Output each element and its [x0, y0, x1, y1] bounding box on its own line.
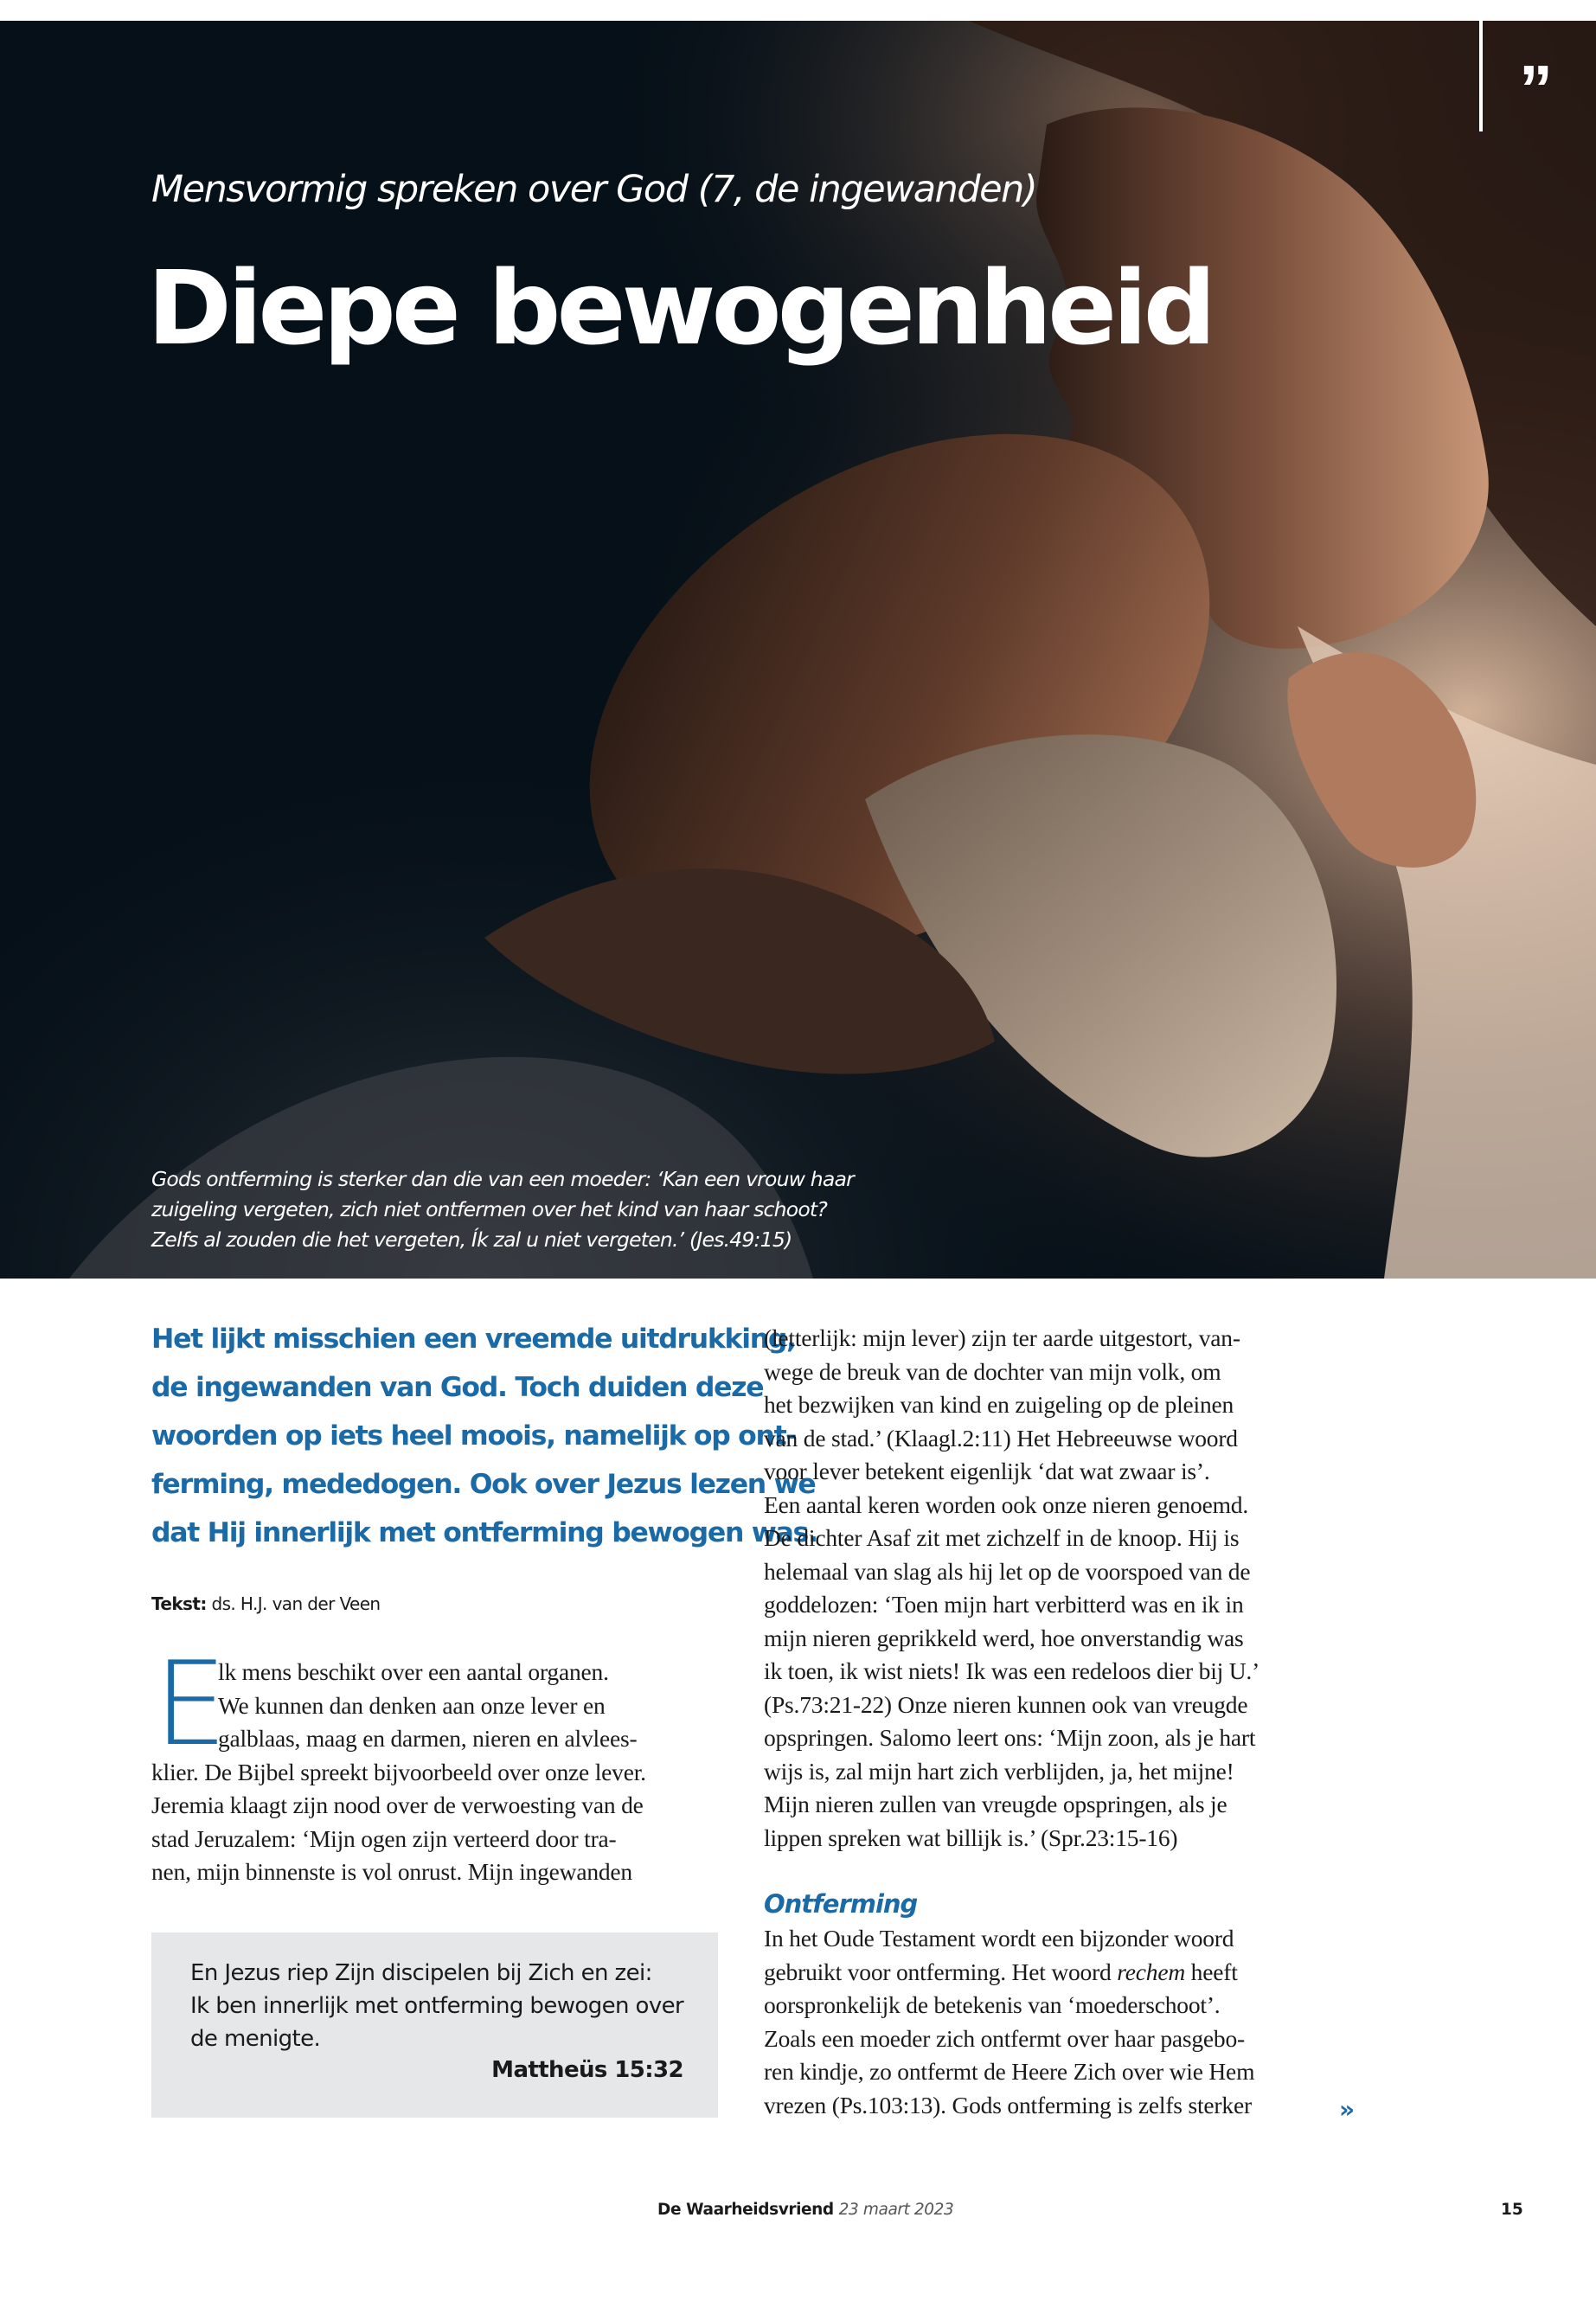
intro-paragraph [151, 1315, 817, 1557]
scripture-reference: Mattheüs 15:32 [491, 2057, 683, 2083]
quote-bar [1479, 21, 1483, 131]
hebrew-term: rechem [1117, 1958, 1185, 1985]
body-line: goddelozen: ‘Toen mijn hart verbitterd was en ik in [764, 1591, 1244, 1618]
body-line: We kunnen dan denken aan onze lever en [218, 1691, 606, 1719]
body-line: galblaas, maag en darmen, nieren en alvlees- [218, 1725, 638, 1752]
intro-line: dat Hij innerlijk met ontferming bewogen was. [151, 1517, 817, 1548]
continue-arrow-icon: » [1339, 2095, 1356, 2124]
scripture-line: Ik ben innerlijk met ontferming bewogen over [190, 1993, 684, 2019]
intro-line: woorden op iets heel moois, namelijk op ont- [151, 1420, 797, 1452]
body-text-column-2 [764, 1322, 1352, 1855]
intro-line: de ingewanden van God. Toch duiden deze [151, 1372, 764, 1403]
body-line: klier. De Bijbel spreekt bijvoorbeeld over onze lever. [151, 1758, 646, 1785]
body-line: lk mens beschikt over een aantal organen. [218, 1658, 609, 1685]
issue-date: 23 maart 2023 [838, 2201, 954, 2219]
quote-icon: ” [1519, 51, 1553, 127]
body-line: wege de breuk van de dochter van mijn volk, om [764, 1357, 1221, 1385]
body-line: voor lever betekent eigenlijk ‘dat wat zwaar is’. [764, 1458, 1210, 1484]
body-line: wijs is, zal mijn hart zich verblijden, ja, het mijne! [764, 1757, 1234, 1785]
article-kicker: Mensvormig spreken over God (7, de ingewanden) [151, 168, 1037, 211]
scripture-line: En Jezus riep Zijn discipelen bij Zich en zei: [190, 1960, 652, 1986]
body-line: Zoals een moeder zich ontfermt over haar pasgebo- [764, 2024, 1245, 2052]
body-line: ik toen, ik wist niets! Ik was een redeloos dier bij U.’ [764, 1657, 1260, 1684]
caption-line: Zelfs al zouden die het vergeten, Ík zal u niet vergeten.’ (Jes.49:15) [151, 1227, 792, 1252]
body-line: stad Jeruzalem: ‘Mijn ogen zijn verteerd door tra- [151, 1824, 617, 1852]
scripture-line: de menigte. [190, 2026, 321, 2052]
article-headline: Diepe bewogenheid [147, 248, 1213, 368]
drop-cap: E [154, 1637, 228, 1772]
hero-photo [0, 21, 1596, 1279]
body-line: Jeremia klaagt zijn nood over de verwoesting van de [151, 1791, 644, 1818]
body-line: In het Oude Testament wordt een bijzonder woord [764, 1925, 1234, 1952]
byline-author: ds. H.J. van der Veen [211, 1593, 381, 1614]
body-line: lippen spreken wat billijk is.’ (Spr.23:15-16) [764, 1823, 1178, 1851]
body-line: opspringen. Salomo leert ons: ‘Mijn zoon, als je hart [764, 1724, 1256, 1751]
body-line: (letterlijk: mijn lever) zijn ter aarde uitgestort, van- [764, 1324, 1240, 1351]
body-line: van de stad.’ (Klaagl.2:11) Het Hebreeuwse woord [764, 1424, 1238, 1452]
page-number: 15 [1501, 2201, 1523, 2219]
photo-caption [151, 1164, 854, 1255]
caption-line: zuigeling vergeten, zich niet ontfermen over het kind van haar schoot? [151, 1197, 828, 1221]
intro-line: ferming, mededogen. Ook over Jezus lezen we [151, 1469, 816, 1500]
body-line: vrezen (Ps.103:13). Gods ontferming is zelfs sterker [764, 2091, 1252, 2118]
page-footer [657, 2201, 1090, 2219]
body-line: het bezwijken van kind en zuigeling op de pleinen [764, 1391, 1234, 1418]
byline-label: Tekst: [151, 1593, 207, 1614]
body-line: oorspronkelijk de betekenis van ‘moederschoot’. [764, 1991, 1221, 2018]
body-text-section [764, 1922, 1352, 2122]
body-line: helemaal van slag als hij let op de voorspoed van de [764, 1557, 1251, 1585]
body-line: ren kindje, zo ontfermt de Heere Zich over wie Hem [764, 2058, 1255, 2085]
body-line: (Ps.73:21-22) Onze nieren kunnen ook van vreugde [764, 1690, 1248, 1718]
body-line: nen, mijn binnenste is vol onrust. Mijn ingewanden [151, 1858, 632, 1885]
body-line-emphasis [764, 1956, 1352, 1990]
body-line: De dichter Asaf zit met zichzelf in de knoop. Hij is [764, 1524, 1240, 1551]
byline [151, 1593, 584, 1614]
body-text: heeft [1185, 1958, 1238, 1985]
body-line: Mijn nieren zullen van vreugde opspringen, als je [764, 1791, 1227, 1817]
section-heading: Ontferming [764, 1889, 918, 1919]
intro-line: Het lijkt misschien een vreemde uitdrukking, [151, 1324, 796, 1355]
publication-name: De Waarheidsvriend [657, 2201, 834, 2219]
body-line: Een aantal keren worden ook onze nieren genoemd. [764, 1490, 1249, 1518]
body-line: mijn nieren geprikkeld werd, hoe onverstandig was [764, 1624, 1244, 1651]
body-text-lead [151, 1637, 722, 1889]
body-text: gebruikt voor ontferming. Het woord [764, 1958, 1118, 1985]
scripture-box [151, 1932, 718, 2118]
caption-line: Gods ontferming is sterker dan die van een moeder: ‘Kan een vrouw haar [151, 1167, 854, 1191]
